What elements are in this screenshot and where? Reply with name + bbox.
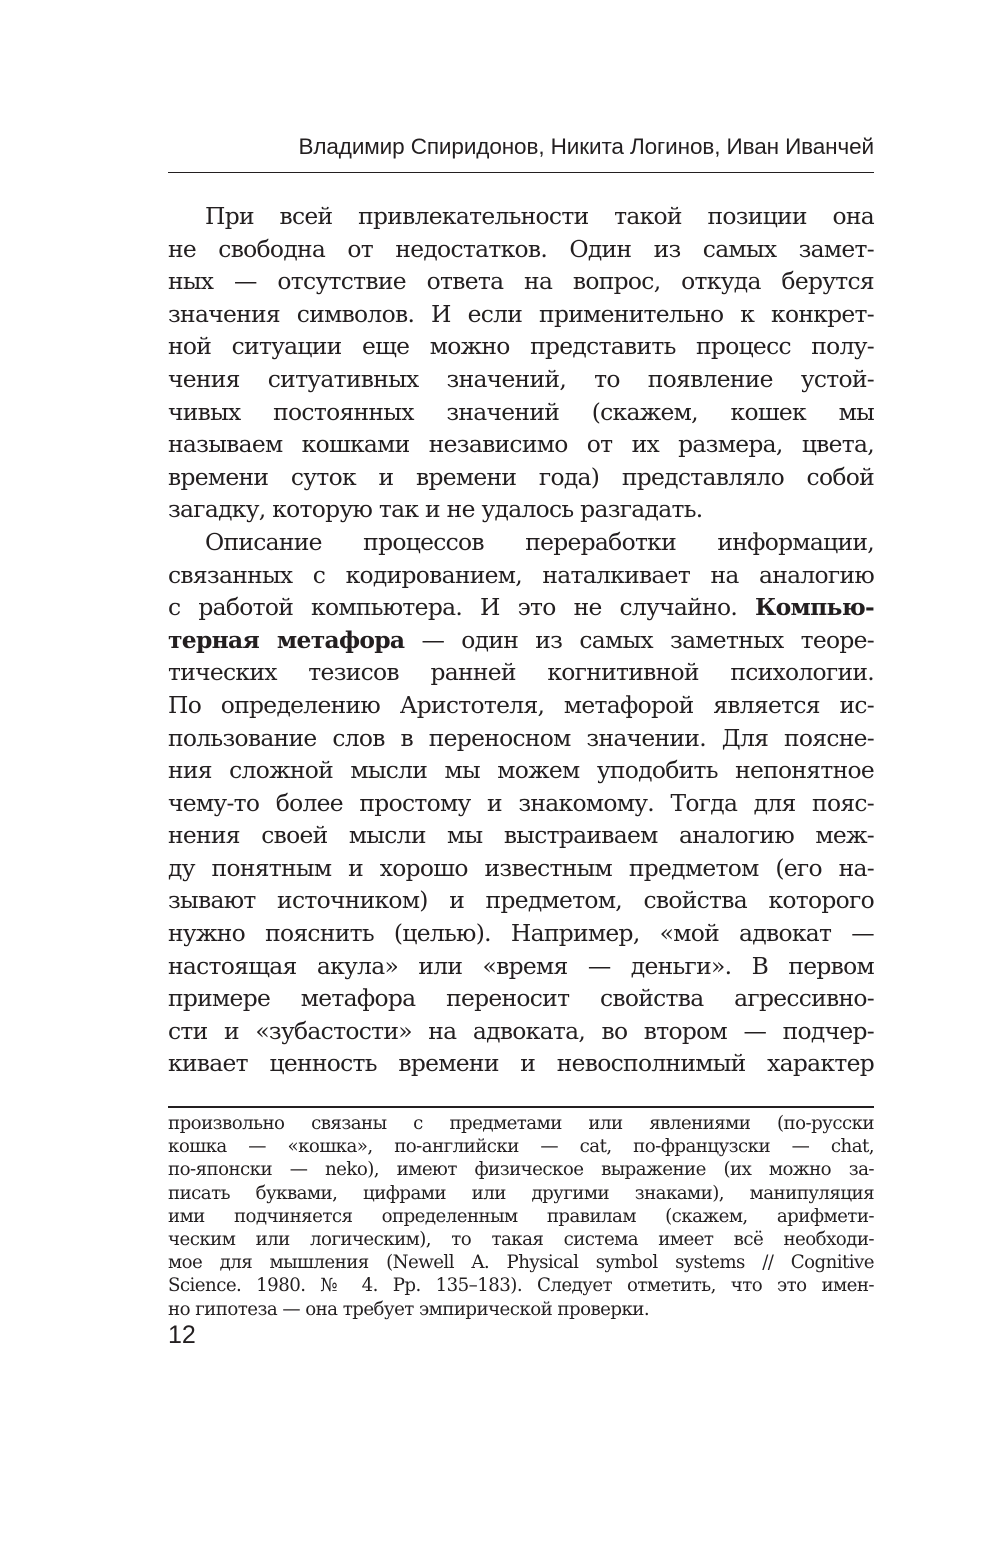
header-rule <box>168 172 874 173</box>
text-line: тических тезисов ранней когнитивной психологии. <box>168 658 874 687</box>
text-line: кивает ценность времени и невосполнимый характер <box>168 1049 874 1078</box>
text-line: ных — отсутствие ответа на вопрос, откуда берутся <box>168 267 874 296</box>
text-line: нужно пояснить (целью). Например, «мой адвокат — <box>168 919 874 948</box>
text-line: времени суток и времени года) представляло собой <box>168 462 874 491</box>
text-segment: — один из самых заметных теоре- <box>404 625 874 654</box>
footnote-rule <box>168 1106 874 1108</box>
footnote-line: ческим или логическим), то такая система имеет всё необходи- <box>168 1229 874 1251</box>
text-line: пользование слов в переносном значении. Для поясне- <box>168 723 874 752</box>
page-number: 12 <box>168 1321 196 1349</box>
footnote-line: произвольно связаны с предметами или явлениями (по-русски <box>168 1113 874 1134</box>
paragraph-2 <box>168 526 874 1080</box>
text-line: примере метафора переносит свойства агрессивно- <box>168 984 874 1013</box>
bold-term: терная метафора <box>168 625 405 654</box>
footnote-line: мое для мышления (Newell A. Physical symbol systems // Cognitive <box>168 1252 874 1274</box>
text-line: По определению Аристотеля, метафорой является ис- <box>168 690 874 719</box>
text-line <box>168 591 874 624</box>
footnote <box>168 1112 874 1321</box>
footnote-line: ими подчиняется определенным правилам (скажем, арифмети- <box>168 1205 874 1227</box>
paragraph-1 <box>168 200 874 526</box>
bold-term: Компью- <box>755 593 874 622</box>
text-line: чему-то более простому и знакомому. Тогда для пояс- <box>168 788 874 817</box>
footnote-line: Science. 1980. № 4. Pp. 135–183). Следует отметить, что это имен- <box>168 1275 874 1297</box>
running-head: Владимир Спиридонов, Никита Логинов, Иван Иванчей <box>298 134 874 159</box>
text-line: ной ситуации еще можно представить процесс полу- <box>168 332 874 361</box>
text-line: сти и «зубастости» на адвоката, во втором — подчер- <box>168 1016 874 1045</box>
text-line: называем кошками независимо от их размера, цвета, <box>168 430 874 459</box>
text-segment: с работой компьютера. И это не случайно. <box>168 593 755 622</box>
text-line: загадку, которую так и не удалось разгадать. <box>168 495 703 524</box>
text-line: чивых постоянных значений (скажем, кошек мы <box>168 397 874 426</box>
text-line: связанных с кодированием, наталкивает на аналогию <box>168 560 874 589</box>
text-line <box>168 624 874 657</box>
text-line: При всей привлекательности такой позиции она <box>205 202 874 230</box>
text-line: нения своей мысли мы выстраиваем аналогию меж- <box>168 821 874 850</box>
footnote-line: но гипотеза — она требует эмпирической проверки. <box>168 1298 650 1320</box>
footnote-line: по-японски — neko), имеют физическое выражение (их можно за- <box>168 1159 874 1181</box>
text-line: ду понятным и хорошо известным предметом (его на- <box>168 853 874 882</box>
text-line: ния сложной мысли мы можем уподобить непонятное <box>168 756 874 785</box>
text-line: Описание процессов переработки информации, <box>205 527 874 556</box>
text-line: чения ситуативных значений, то появление устой- <box>168 364 874 393</box>
main-text <box>168 200 874 1080</box>
text-line: настоящая акула» или «время — деньги». В первом <box>168 951 874 980</box>
footnote-line: кошка — «кошка», по-английски — cat, по-французски — chat, <box>168 1136 874 1158</box>
text-line: значения символов. И если применительно к конкрет- <box>168 299 874 328</box>
text-line: не свободна от недостатков. Один из самых замет- <box>168 234 874 263</box>
text-line: зывают источником) и предметом, свойства которого <box>168 886 874 915</box>
footnote-line: писать буквами, цифрами или другими знаками), манипуляция <box>168 1182 874 1204</box>
